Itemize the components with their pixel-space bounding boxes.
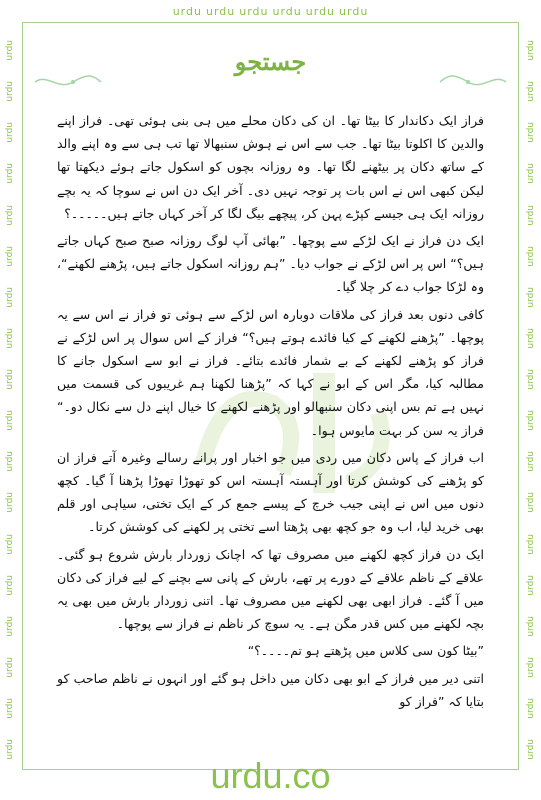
paragraph: اتنی دیر میں فراز کے ابو بھی دکان میں داخل ہو گئے اور انہوں نے ناظم صاحب کو بتایا کہ ”فراز کو [57,670,484,709]
border-text: urdu [5,410,15,431]
border-text: urdu [526,286,536,308]
border-text: urdu [172,4,202,18]
border-text: urdu [526,533,536,555]
border-text: urdu [272,4,302,18]
border-text: urdu [526,40,536,61]
border-text: urdu [5,492,15,514]
border-text: urdu [5,656,15,678]
border-text: urdu [5,533,15,555]
border-text: urdu [526,739,536,760]
border-text: urdu [526,369,536,390]
border-text: urdu [526,615,536,637]
border-text: urdu [526,451,536,472]
border-text: urdu [526,492,536,514]
border-text: urdu [526,163,536,185]
paragraph: اب فراز کے پاس دکان میں ردی میں جو اخبار اور پرانے رسالے وغیرہ آتے فراز ان کو پڑھنے کی کوشش کرتا اور آہستہ آہستہ اس کو تھوڑا تھوڑا پڑھنا آ گیا۔ کچھ دنوں میں اس نے اپنی جیب خرچ کے پیسے جمع کر کے ایک تختی، سیاہی اور قلم بھی خرید لیا، اب وہ جو کچھ بھی پڑھتا اسے تختی پر لکھنے کی کوشش کرتا۔ [57,449,484,535]
border-text: urdu [526,656,536,678]
border-text: urdu [526,204,536,226]
border-text: urdu [305,4,336,18]
page-frame [22,22,519,770]
border-text: urdu [5,40,15,61]
border-text: urdu [5,739,15,760]
border-text: urdu [5,327,15,349]
top-border-pattern [0,0,541,22]
story-body [57,109,484,727]
border-text: urdu [5,698,15,719]
border-text: urdu [5,615,15,637]
paragraph: ”بیٹا کون سی کلاس میں پڑھتے ہو تم۔۔۔۔؟“ [247,643,484,659]
border-text: urdu [5,122,15,143]
border-text: urdu [526,410,536,431]
border-text: urdu [5,574,15,596]
paragraph: فراز ایک دکاندار کا بیٹا تھا۔ ان کی دکان محلے میں ہی بنی ہوئی تھی۔ فراز اپنے والدین کا اکلوتا بیٹا تھا۔ جب سے اس نے ہوش سنبھالا تھا تب ہی سے وہ اپنے والد کے ساتھ دکان پر بیٹھنے لگا تھا۔ وہ روزانہ بچوں کو اسکول جاتے ہوئے دیکھتا تھا لیکن کبھی اس نے اس بات پر توجہ نہیں دی۔ آخر ایک دن اس نے سوچا کہ یہ بچے روزانہ ایک ہی جیسے کپڑے پہن کر، پیچھے بیگ لگا کر آخر کہاں جاتے ہیں۔۔۔۔۔؟ [57,113,484,221]
border-text: urdu [5,451,15,472]
border-text: urdu [5,163,15,185]
right-border-pattern [525,40,537,760]
border-text: urdu [526,327,536,349]
border-text: urdu [526,698,536,719]
border-text: urdu [5,245,15,267]
border-text: urdu [5,286,15,308]
story-title: جستجو [234,47,307,76]
paragraph: کافی دنوں بعد فراز کی ملاقات دوبارہ اس لڑکے سے ہوئی تو فراز نے اس سے یہ پوچھا۔ ”پڑھنے لکھنے کے کیا فائدے ہوتے ہیں؟“ فراز کے اس سوال پر اس لڑکے نے فراز کو پڑھنے لکھنے کے بے شمار فائدے بتائے۔ فراز نے ابو سے اسکول جانے کا مطالبہ کیا، مگر اس کے ابو نے کہا کہ ”پڑھنا لکھنا ہم غریبوں کی قسمت میں نہیں ہے تم بس اپنی دکان سنبھالو اور پڑھنے لکھنے کا خیال اپنے دل سے نکال دو۔“ فراز یہ سن کر بہت مایوس ہوا۔ [57,306,484,438]
border-text: urdu [239,4,269,18]
border-text: urdu [205,4,236,18]
border-text: urdu [5,369,15,390]
border-text: urdu [339,4,369,18]
left-border-pattern [4,40,16,760]
border-text: urdu [526,574,536,596]
paragraph: ایک دن فراز نے ایک لڑکے سے پوچھا۔ ”بھائی آپ لوگ روزانہ صبح صبح کہاں جاتے ہیں؟“ اس پر اس لڑکے نے جواب دیا۔ ”ہم روزانہ اسکول جاتے ہیں، پڑھنے لکھنے“، وہ لڑکا جواب دے کر چلا گیا۔ [57,233,484,295]
paragraph: ایک دن فراز کچھ لکھنے میں مصروف تھا کہ اچانک زوردار بارش شروع ہو گئی۔ علاقے کے ناظم علاقے کے دورے پر تھے، بارش کے پانی سے بچنے کے لیے فراز کی دکان میں آ گئے۔ فراز ابھی بھی لکھنے میں مصروف تھا۔ اتنی زوردار بارش میں بھی یہ بچہ لکھنے میں کس قدر مگن ہے۔ یہ سوچ کر ناظم نے فراز سے پوچھا۔ [57,546,484,632]
border-text: urdu [5,204,15,226]
border-text: urdu [526,122,536,143]
footer-brand: urdu.co [210,755,331,796]
border-text: urdu [526,81,536,102]
border-text: urdu [526,245,536,267]
border-text: urdu [5,81,15,102]
